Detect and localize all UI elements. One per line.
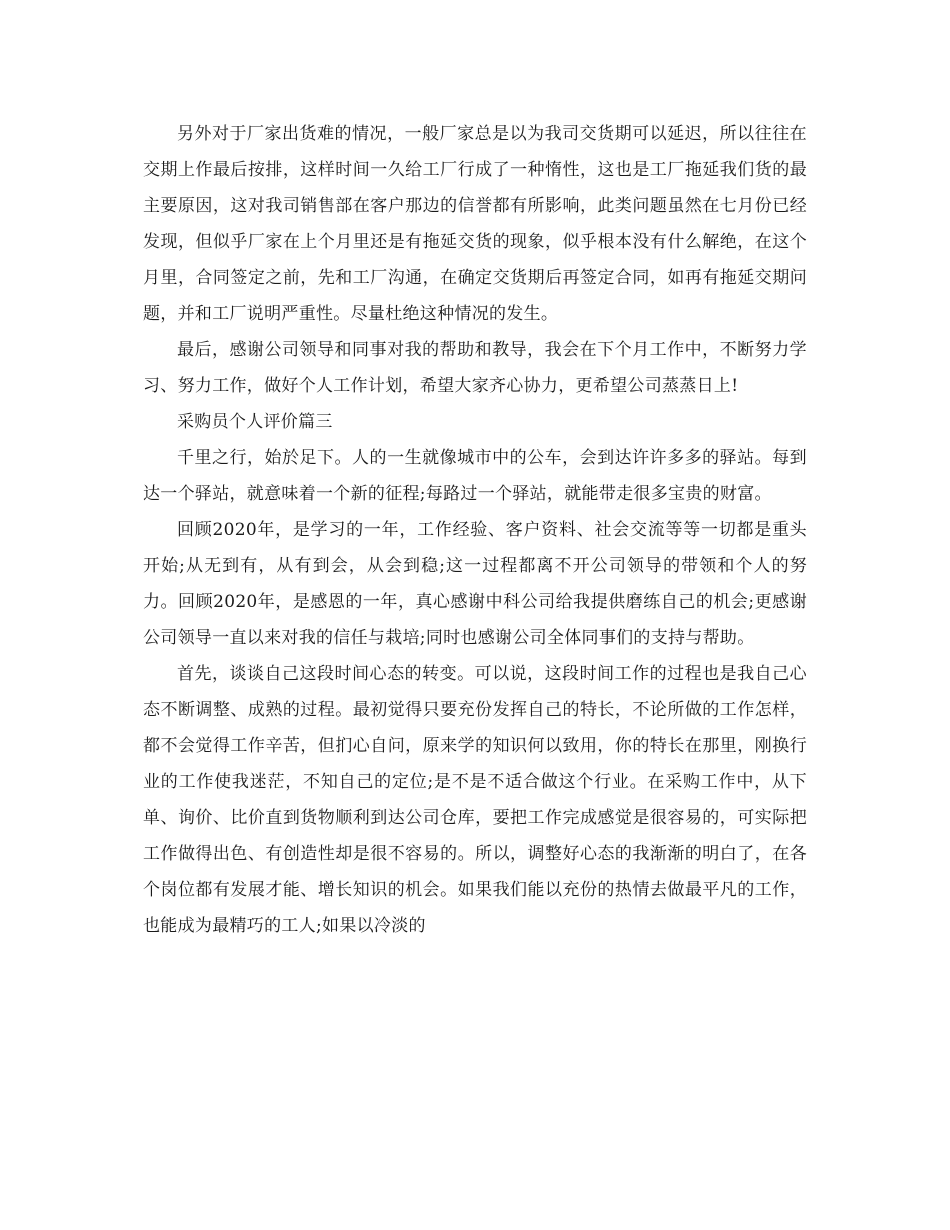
paragraph-thanks: 最后，感谢公司领导和同事对我的帮助和教导，我会在下个月工作中，不断努力学习、努力工作，做好个人工作计划，希望大家齐心协力，更希望公司蒸蒸日上! [143, 340, 807, 396]
paragraph-supplier-delays: 另外对于厂家出货难的情况，一般厂家总是以为我司交货期可以延迟，所以往往在交期上作最后按排，这样时间一久给工厂行成了一种惰性，这也是工厂拖延我们货的最主要原因，这对我司销售部在客户那边的信誉都有所影响，此类问题虽然在七月份已经发现，但似乎厂家在上个月里还是有拖延交货的现象，似乎根本没有什么解绝，在这个月里，合同签定之前，先和工厂沟通，在确定交货期后再签定合同，如再有拖延交期问题，并和工厂说明严重性。尽量杜绝这种情况的发生。 [143, 124, 807, 324]
paragraph-journey: 千里之行，始於足下。人的一生就像城市中的公车，会到达许许多多的驿站。每到达一个驿站，就意味着一个新的征程;每路过一个驿站，就能带走很多宝贵的财富。 [143, 448, 807, 504]
document-body [143, 116, 807, 944]
paragraph-review-2020: 回顾2020年，是学习的一年，工作经验、客户资料、社会交流等等一切都是重头开始;从无到有，从有到会，从会到稳;这一过程都离不开公司领导的带领和个人的努力。回顾2020年，是感恩的一年，真心感谢中科公司给我提供磨练自己的机会;更感谢公司领导一直以来对我的信任与栽培;同时也感谢公司全体同事们的支持与帮助。 [143, 520, 807, 648]
paragraph-mindset: 首先，谈谈自己这段时间心态的转变。可以说，这段时间工作的过程也是我自己心态不断调整、成熟的过程。最初觉得只要充份发挥自己的特长，不论所做的工作怎样，都不会觉得工作辛苦，但扪心自问，原来学的知识何以致用，你的特长在那里，刚换行业的工作使我迷茫，不知自己的定位;是不是不适合做这个行业。在采购工作中，从下单、询价、比价直到货物顺利到达公司仓库，要把工作完成感觉是很容易的，可实际把工作做得出色、有创造性却是很不容易的。所以，调整好心态的我渐渐的明白了，在各个岗位都有发展才能、增长知识的机会。如果我们能以充份的热情去做最平凡的工作，也能成为最精巧的工人;如果以冷淡的 [143, 664, 807, 936]
section-heading: 采购员个人评价篇三 [177, 412, 333, 432]
